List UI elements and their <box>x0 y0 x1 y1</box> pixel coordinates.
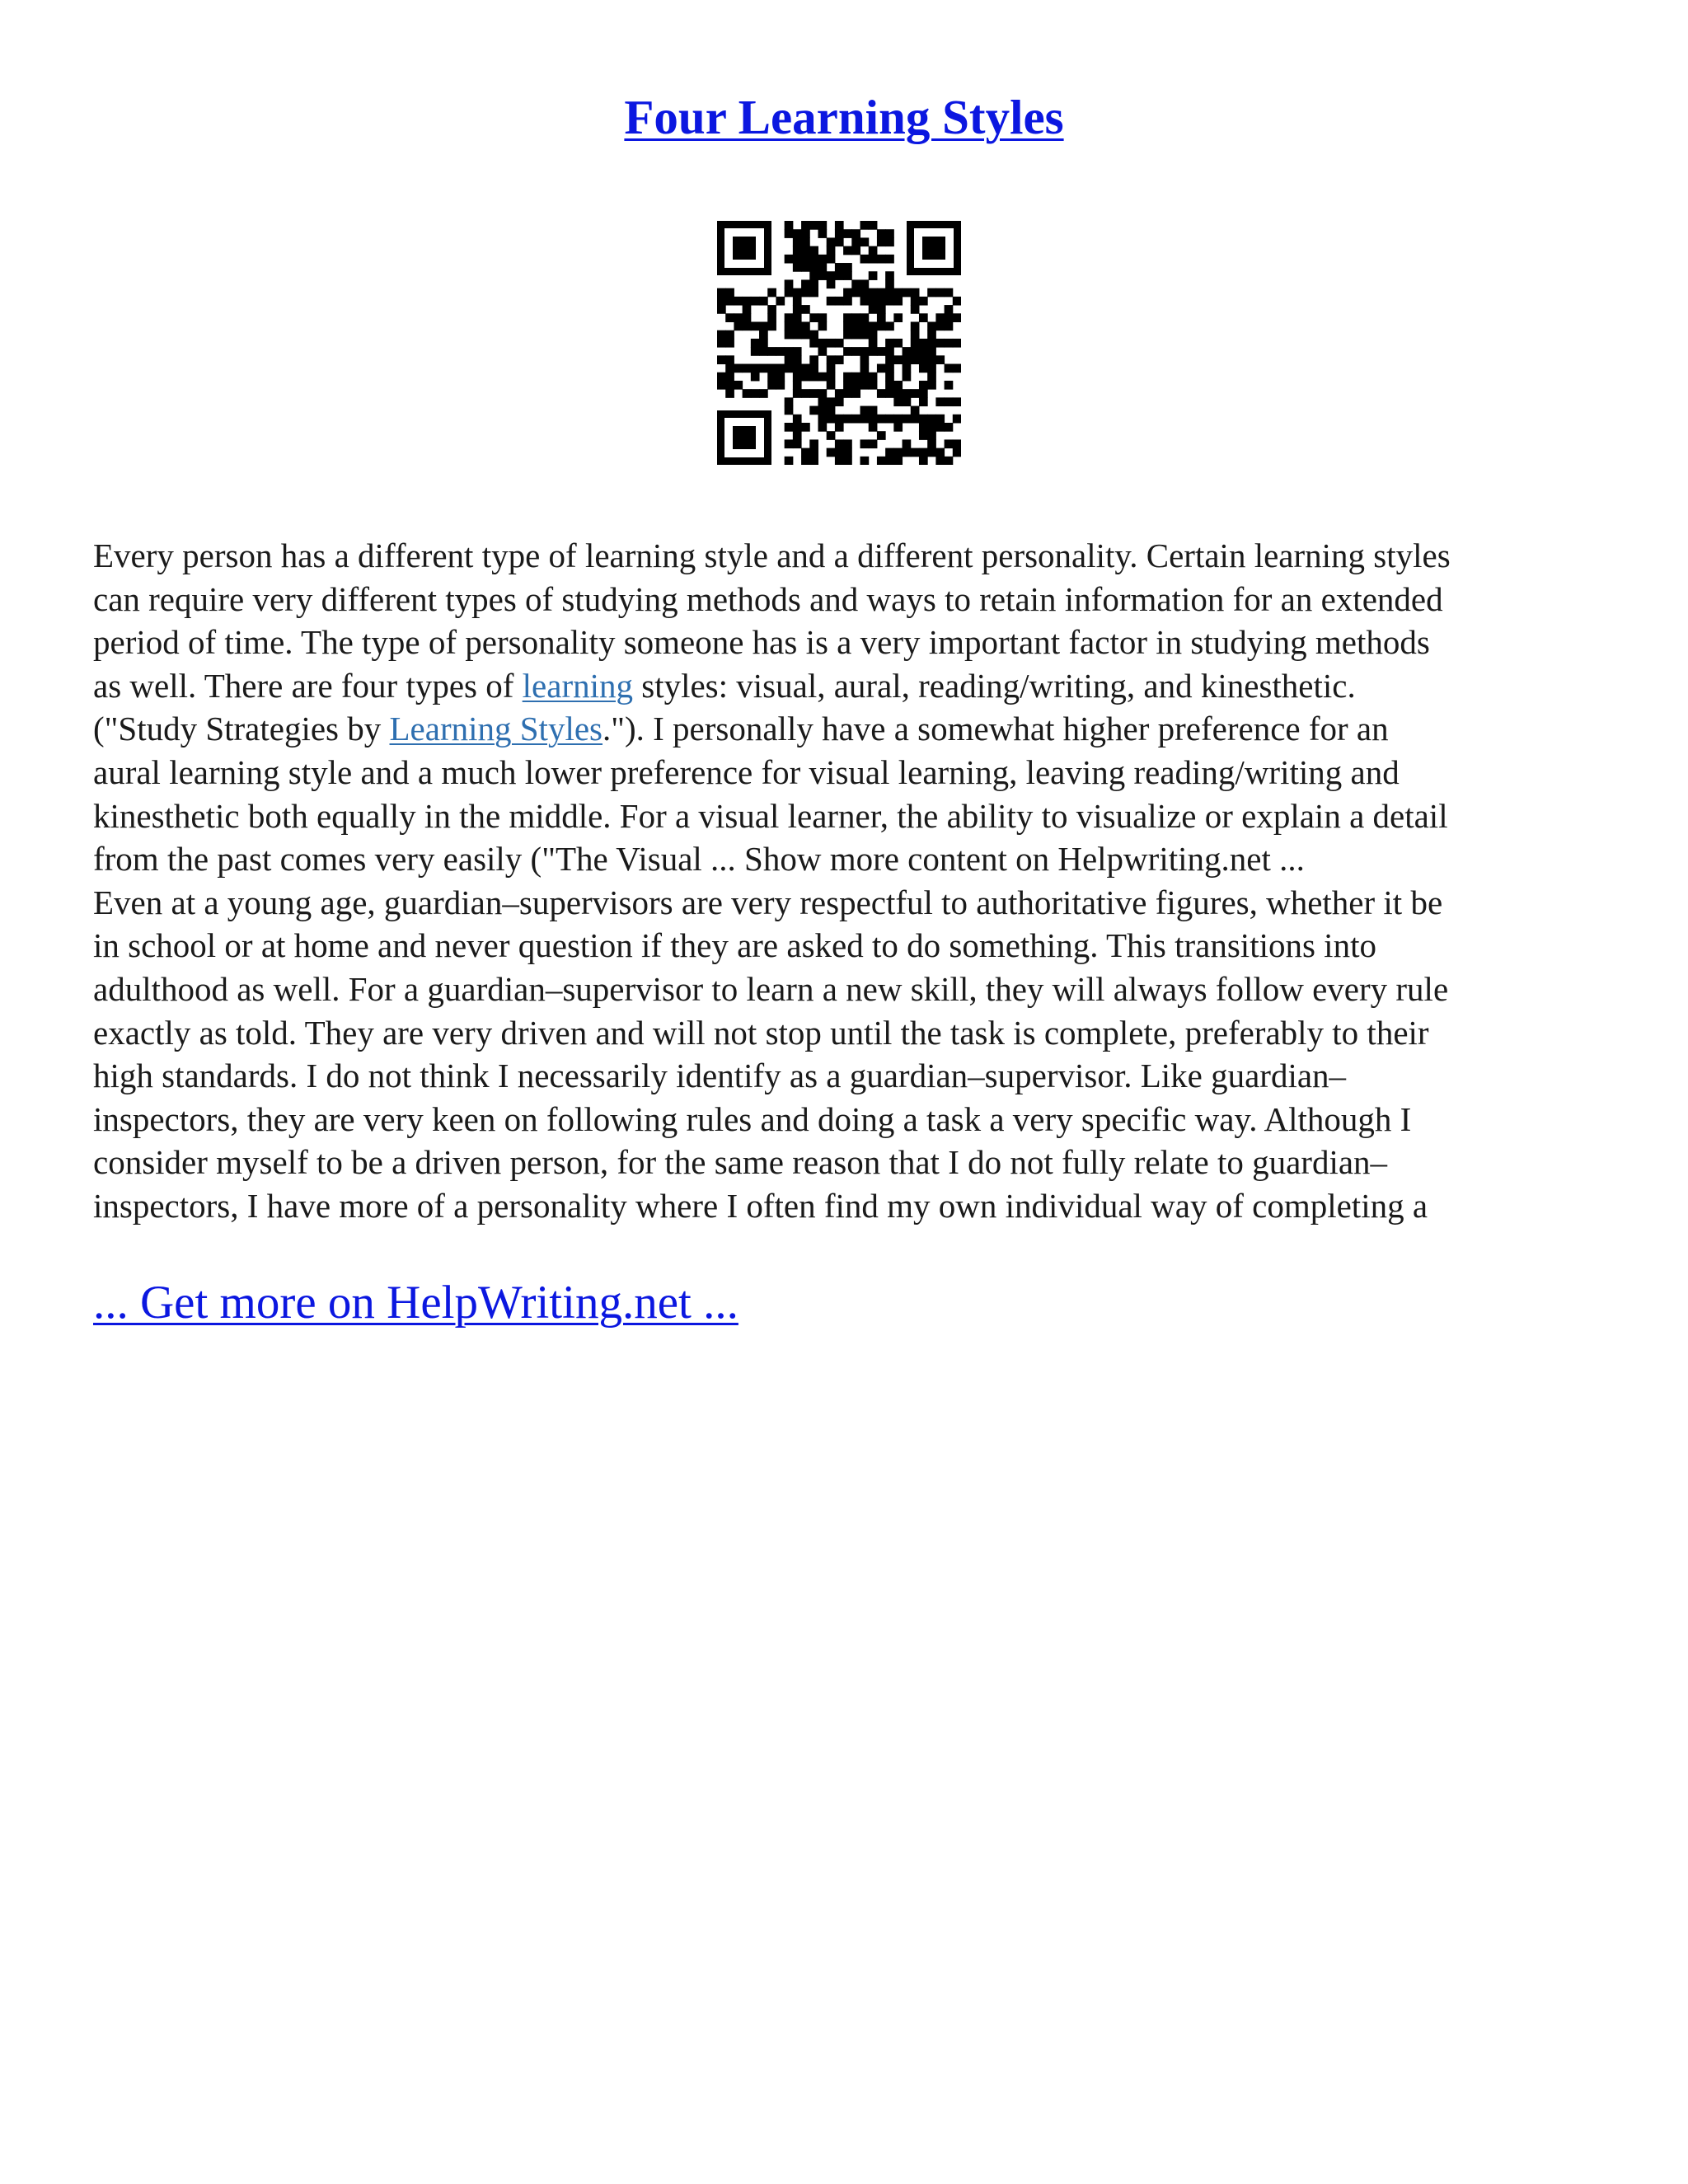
text-line: high standards. I do not think I necessarily identify as a guardian–supervisor. Like guardian– <box>93 1057 1347 1095</box>
title-container <box>0 89 1688 146</box>
text-line: Even at a young age, guardian–supervisors are very respectful to authoritative figures, whether it be <box>93 883 1443 921</box>
text-segment: styles: visual, aural, reading/writing, and kinesthetic. <box>633 666 1356 705</box>
text-segment: ("Study Strategies by <box>93 710 390 748</box>
text-line <box>93 707 1601 751</box>
more-link-container <box>93 1276 738 1329</box>
text-line: inspectors, they are very keen on following rules and doing a task a very specific way. Although I <box>93 1099 1412 1138</box>
body-paragraph <box>93 534 1601 1228</box>
text-line: kinesthetic both equally in the middle. For a visual learner, the ability to visualize or explain a detail <box>93 796 1448 835</box>
text-segment: ."). I personally have a somewhat higher preference for an <box>603 710 1389 748</box>
text-line: can require very different types of studying methods and ways to retain information for an extended <box>93 579 1443 618</box>
text-line: from the past comes very easily ("The Visual ... Show more content on Helpwriting.net ... <box>93 840 1305 879</box>
text-line: aural learning style and a much lower preference for visual learning, leaving reading/writing and <box>93 752 1400 791</box>
text-line: period of time. The type of personality someone has is a very important factor in studying methods <box>93 623 1430 662</box>
text-line: consider myself to be a driven person, for the same reason that I do not fully relate to guardian– <box>93 1143 1388 1182</box>
get-more-link[interactable]: ... Get more on HelpWriting.net ... <box>93 1277 738 1329</box>
learning-styles-link[interactable]: Learning Styles <box>389 710 603 748</box>
text-line: in school or at home and never question if they are asked to do something. This transitions into <box>93 926 1376 965</box>
text-segment: as well. There are four types of <box>93 666 523 705</box>
text-line: Every person has a different type of learning style and a different personality. Certain learning styles <box>93 537 1451 574</box>
text-line: adulthood as well. For a guardian–supervisor to learn a new skill, they will always follow every rule <box>93 969 1449 1008</box>
learning-link[interactable]: learning <box>522 666 633 705</box>
text-line: inspectors, I have more of a personality where I often find my own individual way of completing a <box>93 1186 1428 1225</box>
text-line: exactly as told. They are very driven and will not stop until the task is complete, preferably to their <box>93 1013 1429 1052</box>
page-title-link[interactable]: Four Learning Styles <box>624 90 1064 144</box>
qr-code-icon <box>717 221 961 465</box>
text-line <box>93 664 1601 708</box>
